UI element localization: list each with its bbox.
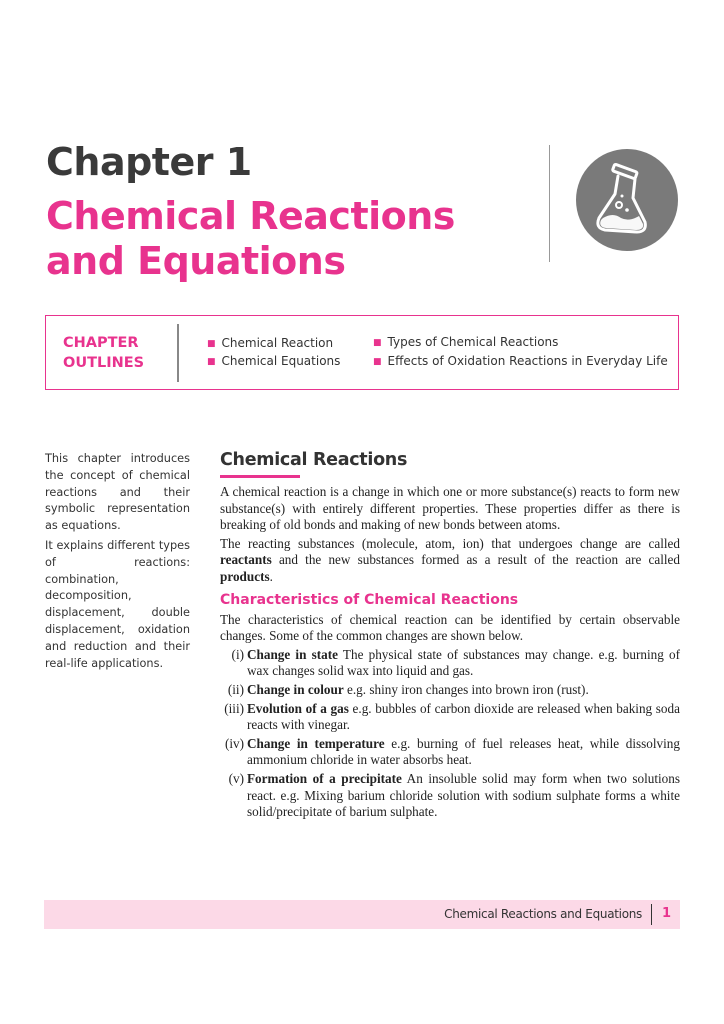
footer-bar — [44, 900, 680, 929]
chapter-title: Chemical Reactions and Equations — [46, 194, 455, 283]
list-item: (v) Formation of a precipitate An insoluble solid may form when two solutions react. e.g. Mixing barium chloride solution with sodium sulphate forms a white solid/precipitate of barium sulphate. — [228, 770, 680, 820]
list-item: (ii) Change in colour e.g. shiny iron changes into brown iron (rust). — [227, 681, 589, 697]
outline-heading — [63, 333, 144, 373]
list-item: (iii) Evolution of a gas e.g. bubbles of carbon dioxide are released when baking soda reacts with vinegar. — [224, 700, 680, 733]
section-underline — [220, 475, 300, 478]
paragraph: The reacting substances (molecule, atom, ion) that undergoes change are called reactants and the new substances formed as a result of the reaction are called products. — [220, 535, 680, 584]
side-note — [45, 451, 190, 675]
paragraph: The characteristics of chemical reaction can be identified by certain observable changes. Some of the common changes are shown below. — [220, 611, 680, 644]
list-item: (i) Change in state The physical state of substances may change. e.g. burning of wax changes solid wax into liquid and gas. — [231, 646, 680, 679]
term-reactants: reactants — [220, 552, 272, 568]
subsection-title: Characteristics of Chemical Reactions — [220, 591, 519, 608]
chapter-label: Chapter 1 — [46, 140, 252, 184]
outline-item: ■ Types of Chemical Reactions — [373, 335, 559, 349]
bullet-icon: ■ — [373, 357, 382, 367]
bullet-icon: ■ — [373, 338, 382, 348]
outline-item: ■ Chemical Equations — [207, 354, 341, 368]
chapter-outlines-box — [45, 315, 679, 390]
paragraph: A chemical reaction is a change in which one or more substance(s) reacts to form new substance(s) with entirely different properties. These properties differ as there is breaking of old bonds and making of new bonds between atoms. — [220, 484, 680, 533]
bullet-icon: ■ — [207, 357, 216, 367]
footer-divider — [651, 904, 653, 925]
side-note-paragraph: This chapter introduces the concept of chemical reactions and their symbolic representation as equations. — [45, 452, 190, 533]
header-divider — [549, 145, 550, 262]
outline-divider — [177, 324, 179, 382]
outline-item: ■ Effects of Oxidation Reactions in Everyday Life — [373, 354, 668, 368]
page-number: 1 — [661, 906, 671, 921]
outline-heading-line2: OUTLINES — [63, 355, 145, 371]
bullet-icon: ■ — [207, 339, 216, 349]
outline-item: ■ Chemical Reaction — [207, 336, 334, 350]
list-item: (iv) Change in temperature e.g. burning of fuel releases heat, while dissolving ammonium chloride in water absorbs heat. — [224, 735, 680, 768]
main-content — [220, 450, 680, 823]
footer-title: Chemical Reactions and Equations — [444, 907, 642, 921]
characteristics-list — [220, 647, 680, 821]
flask-icon — [575, 148, 679, 252]
term-products: products — [220, 568, 270, 584]
side-note-paragraph: It explains different types of reactions: combination, decomposition, displacement, double displacement, oxidation and reduction and their real-life applications. — [45, 538, 190, 670]
section-title: Chemical Reactions — [220, 450, 408, 470]
outline-heading-line1: CHAPTER — [63, 335, 139, 351]
